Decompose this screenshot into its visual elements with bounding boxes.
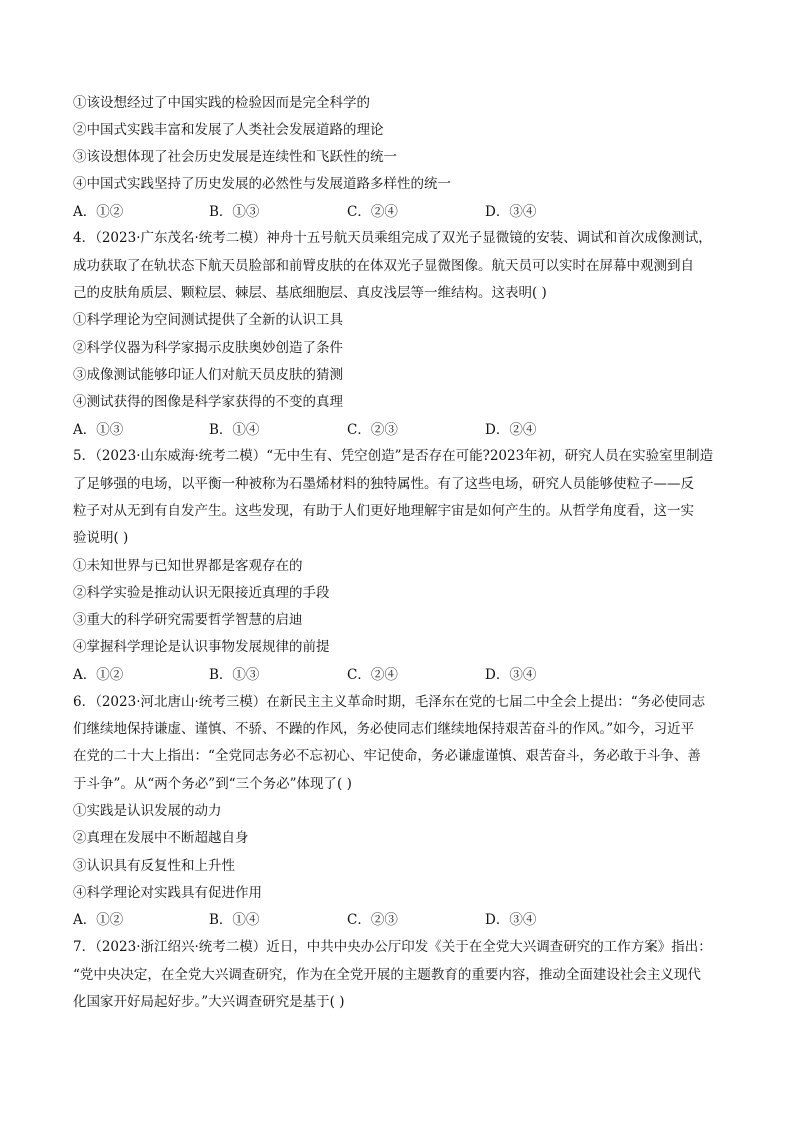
q5-statement-2: ②科学实验是推动认识无限接近真理的手段 bbox=[73, 585, 330, 601]
q3-option-d: D．③④ bbox=[485, 204, 537, 220]
q3-option-a: A．①② bbox=[73, 204, 124, 220]
q4-statement-1: ①科学理论为空间测试提供了全新的认识工具 bbox=[73, 312, 343, 328]
q7-stem-line-3: 化国家开好局起好步。”大兴调查研究是基于( ) bbox=[73, 994, 345, 1010]
q3-option-c: C．②④ bbox=[347, 204, 398, 220]
q5-statement-3: ③重大的科学研究需要哲学智慧的启迪 bbox=[73, 612, 303, 628]
q6-stem-line-2: 们继续地保持谦虚、谨慎、不骄、不躁的作风，务必使同志们继续地保持艰苦奋斗的作风。”如今，习近平 bbox=[73, 721, 695, 737]
q6-option-a: A．①② bbox=[73, 912, 124, 928]
q4-statement-2: ②科学仪器为科学家揭示皮肤奥妙创造了条件 bbox=[73, 340, 343, 356]
q4-stem-line-2: 成功获取了在轨状态下航天员脸部和前臂皮肤的在体双光子显微图像。航天员可以实时在屏幕中观测到自 bbox=[73, 258, 694, 274]
q4-statement-3: ③成像测试能够印证人们对航天员皮肤的猜测 bbox=[73, 367, 343, 383]
q6-statement-1: ①实践是认识发展的动力 bbox=[73, 803, 222, 819]
q6-statement-2: ②真理在发展中不断超越自身 bbox=[73, 830, 249, 846]
q4-option-c: C．②③ bbox=[347, 422, 398, 438]
q5-stem-line-1: 5．（2023·山东威海·统考二模）“无中生有、凭空创造”是否存在可能?2023年初，研究人员在实验室里制造 bbox=[73, 448, 714, 464]
q5-stem-line-3: 粒子对从无到有自发产生。这些发现，有助于人们更好地理解宇宙是如何产生的。从哲学角度看，这一实 bbox=[73, 503, 694, 519]
q4-stem-line-1: 4．（2023·广东茂名·统考二模）神舟十五号航天员乘组完成了双光子显微镜的安装、调试和首次成像测试， bbox=[73, 230, 712, 246]
q6-stem-line-3: 在党的二十大上指出：“全党同志务必不忘初心、牢记使命，务必谦虚谨慎、艰苦奋斗，务必敢于斗争、善 bbox=[73, 748, 701, 764]
q5-statement-4: ④掌握科学理论是认识事物发展规律的前提 bbox=[73, 639, 330, 655]
q5-option-d: D．③④ bbox=[485, 667, 537, 683]
q6-stem-line-1: 6．（2023·河北唐山·统考三模）在新民主主义革命时期，毛泽东在党的七届二中全会上提出：“务必使同志 bbox=[73, 694, 706, 710]
q4-option-d: D．②④ bbox=[485, 422, 537, 438]
q7-stem-line-1: 7．（2023·浙江绍兴·统考二模）近日，中共中央办公厅印发《关于在全党大兴调查研究的工作方案》指出： bbox=[73, 939, 712, 955]
q6-option-b: B．①④ bbox=[209, 912, 260, 928]
q5-stem-line-4: 验说明( ) bbox=[73, 530, 129, 546]
q3-statement-2: ②中国式实践丰富和发展了人类社会发展道路的理论 bbox=[73, 122, 384, 138]
q4-option-a: A．①③ bbox=[73, 422, 124, 438]
q4-stem-line-3: 己的皮肤角质层、颗粒层、棘层、基底细胞层、真皮浅层等一维结构。这表明( ) bbox=[73, 285, 547, 301]
q5-option-a: A．①② bbox=[73, 667, 124, 683]
q5-option-c: C．②④ bbox=[347, 667, 398, 683]
q4-option-b: B．①④ bbox=[209, 422, 260, 438]
q6-statement-3: ③认识具有反复性和上升性 bbox=[73, 858, 235, 874]
q7-stem-line-2: “党中央决定，在全党大兴调查研究，作为在全党开展的主题教育的重要内容，推动全面建设社会主义现代 bbox=[73, 967, 701, 983]
q3-statement-4: ④中国式实践坚持了历史发展的必然性与发展道路多样性的统一 bbox=[73, 176, 451, 192]
q5-statement-1: ①未知世界与已知世界都是客观存在的 bbox=[73, 558, 303, 574]
q3-statement-1: ①该设想经过了中国实践的检验因而是完全科学的 bbox=[73, 95, 370, 111]
q6-option-d: D．③④ bbox=[485, 912, 537, 928]
q3-option-b: B．①③ bbox=[209, 204, 260, 220]
q3-statement-3: ③该设想体现了社会历史发展是连续性和飞跃性的统一 bbox=[73, 149, 397, 165]
q6-option-c: C．②③ bbox=[347, 912, 398, 928]
q6-statement-4: ④科学理论对实践具有促进作用 bbox=[73, 885, 262, 901]
q4-statement-4: ④测试获得的图像是科学家获得的不变的真理 bbox=[73, 394, 343, 410]
q5-option-b: B．①③ bbox=[209, 667, 260, 683]
q6-stem-line-4: 于斗争”。从“两个务必”到“三个务必”体现了( ) bbox=[73, 776, 352, 792]
q5-stem-line-2: 了足够强的电场，以平衡一种被称为石墨烯材料的独特属性。有了这些电场，研究人员能够使粒子——反 bbox=[73, 476, 694, 492]
